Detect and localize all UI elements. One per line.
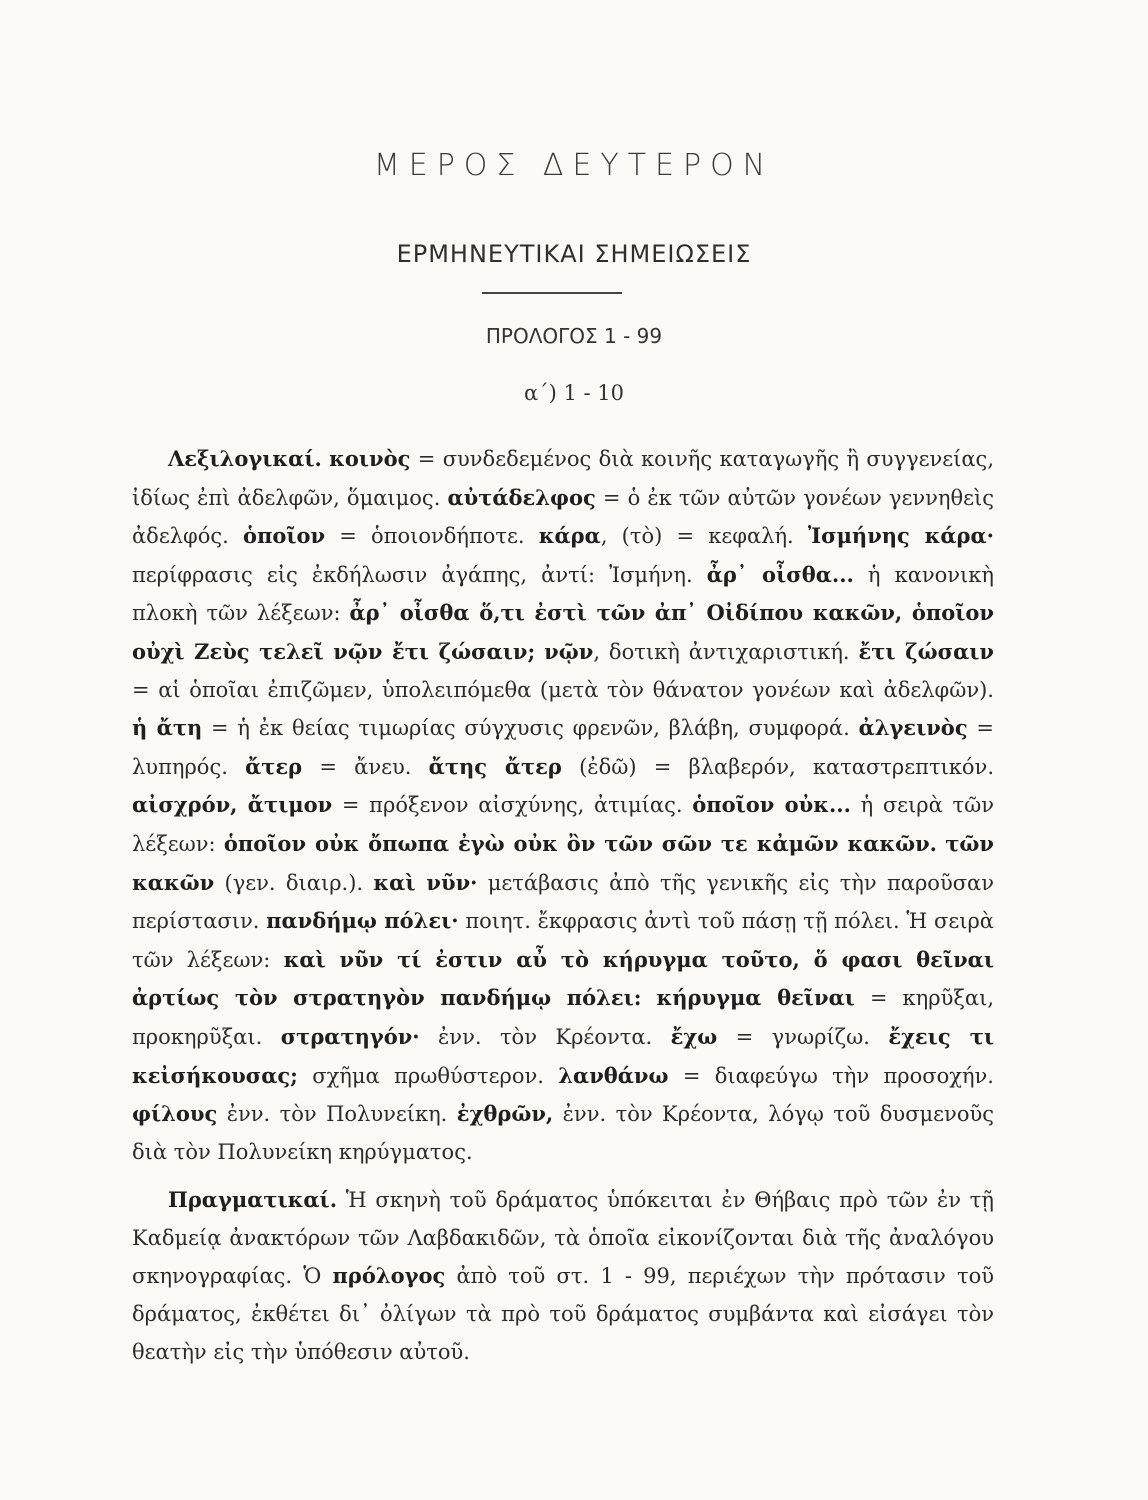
gloss: (ἐδῶ) = βλαβερόν, καταστρεπτικόν. bbox=[561, 754, 995, 779]
term: καὶ νῦν τί ἐστιν αὖ τὸ κήρυγμα τοῦτο, ὅ φασι θεῖναι ἀρτίως τὸν στρατηγὸν πανδήμῳ πόλει: bbox=[132, 946, 995, 1011]
gloss: = αἱ ὁποῖαι ἐπιζῶμεν, ὑπολειπόμεθα (μετὰ τὸν θάνατον γονέων καὶ ἀδελφῶν). bbox=[132, 677, 994, 702]
term: ἔτι ζώσαιν bbox=[858, 638, 994, 664]
subsection-title: α΄) 1 - 10 bbox=[523, 381, 625, 405]
term: ἐχθρῶν, bbox=[456, 1101, 554, 1127]
term: ἆρ᾽ οἶσθα ὅ,τι ἐστὶ τῶν ἀπ᾽ Οἰδίπου κακῶν, ὁποῖον οὐχὶ Ζεὺς τελεῖ νῷν ἔτι ζώσαιν; bbox=[132, 600, 994, 664]
term: ἀλγεινὸς bbox=[858, 715, 968, 741]
part-title: ΜΕΡΟΣ ΔΕΥΤΕΡΟΝ bbox=[373, 148, 775, 183]
term: ἄτερ bbox=[245, 753, 303, 779]
term: ἡ ἄτη bbox=[132, 715, 203, 741]
gloss: = συνδεδεμένος διὰ κοινῆς καταγωγῆς ἢ συγγενείας, ἰδίως ἐπὶ ἀδελφῶν, ὅμαιμος. bbox=[132, 447, 994, 510]
gloss: = ἄνευ. bbox=[302, 754, 429, 779]
term: ἔχω bbox=[670, 1023, 718, 1049]
term: ὁποῖον οὐκ... bbox=[692, 792, 851, 818]
term: λανθάνω bbox=[558, 1062, 669, 1088]
gloss: περίφρασις εἰς ἐκδήλωσιν ἀγάπης, ἀντί: Ἰσμήνη. bbox=[132, 562, 707, 587]
term: πανδήμῳ πόλει· bbox=[266, 908, 459, 934]
gloss: = ὁποιονδήποτε. bbox=[325, 524, 539, 549]
term: ὁποῖον οὐκ ὄπωπα ἐγὼ οὐκ ὂν τῶν σῶν τε κἀμῶν κακῶν. bbox=[223, 830, 937, 856]
gloss: ἡ κανονικὴ πλοκὴ τῶν λέξεων: bbox=[132, 562, 994, 626]
term: Ἰσμήνης κάρα· bbox=[807, 523, 994, 549]
term: ἆρ᾽ οἶσθα... bbox=[706, 561, 854, 587]
body-text bbox=[132, 440, 994, 1371]
gloss: (γεν. διαιρ.). bbox=[214, 870, 374, 895]
term: φίλους bbox=[132, 1101, 218, 1127]
gloss: Ἡ σκηνὴ τοῦ δράματος ὑπόκειται ἐν Θήβαις πρὸ τῶν ἐν τῇ Καδμείᾳ ἀνακτόρων τῶν Λαβδακιδῶν, τὰ ὁποῖα εἰκονίζονται διὰ τῆς ἀναλόγου σκηνογραφίας. Ὁ bbox=[132, 1188, 994, 1289]
gloss: σχῆμα πρωθύστερον. bbox=[297, 1063, 559, 1088]
gloss: , (τὸ) = κεφαλή. bbox=[600, 524, 808, 549]
term: ἄτης ἄτερ bbox=[428, 753, 562, 779]
section-title: ΕΡΜΗΝΕΥΤΙΚΑΙ ΣΗΜΕΙΩΣΕΙΣ bbox=[396, 240, 752, 268]
term: τῶν κακῶν bbox=[132, 830, 994, 895]
prologue-title: ΠΡΟΛΟΓΟΣ 1 - 99 bbox=[485, 324, 663, 348]
term: στρατηγόν· bbox=[280, 1023, 420, 1049]
gloss: ἀπὸ τοῦ στ. 1 - 99, περιέχων τὴν πρότασιν τοῦ δράματος, ἐκθέτει δι᾽ ὀλίγων τὰ πρὸ τοῦ δράματος συμβάντα καὶ εἰσάγει τὸν θεατὴν εἰς τὴν ὑπόθεσιν αὐτοῦ. bbox=[132, 1264, 995, 1364]
term: καὶ νῦν· bbox=[373, 869, 478, 895]
divider-rule bbox=[482, 292, 622, 294]
gloss: = ὁ ἐκ τῶν αὐτῶν γονέων γεννηθεὶς ἀδελφός. bbox=[132, 485, 994, 549]
gloss: ποιητ. ἔκφρασις ἀντὶ τοῦ πάσῃ τῇ πόλει. Ἡ σειρὰ τῶν λέξεων: bbox=[132, 909, 994, 972]
gloss: ἐνν. τὸν Κρέοντα, λόγῳ τοῦ δυσμενοῦς διὰ τὸν Πολυνείκη κηρύγματος. bbox=[132, 1102, 994, 1164]
term: νῷν bbox=[544, 638, 594, 664]
gloss: = ἡ ἐκ θείας τιμωρίας σύγχυσις φρενῶν, βλάβη, συμφορά. bbox=[202, 716, 859, 741]
gloss: ἡ σειρὰ τῶν λέξεων: bbox=[132, 793, 995, 856]
factual-label: Πραγματικαί. bbox=[168, 1187, 338, 1213]
gloss: = κηρῦξαι, προκηρῦξαι. bbox=[132, 986, 994, 1049]
lexical-label: Λεξιλογικαί. bbox=[168, 446, 322, 471]
gloss: = διαφεύγω τὴν προσοχήν. bbox=[668, 1063, 994, 1088]
term: ἔχεις τι κεἰσήκουσας; bbox=[132, 1023, 994, 1088]
gloss: ἐνν. τὸν Κρέοντα. bbox=[419, 1024, 671, 1049]
gloss: = λυπηρός. bbox=[132, 716, 994, 779]
term: πρόλογος bbox=[332, 1263, 446, 1289]
term: ὁποῖον bbox=[242, 523, 326, 549]
gloss: = πρόξενον αἰσχύνης, ἀτιμίας. bbox=[332, 793, 693, 818]
term: κήρυγμα θεῖναι bbox=[656, 985, 855, 1011]
gloss: = γνωρίζω. bbox=[717, 1024, 889, 1049]
gloss: , δοτικὴ ἀντιχαριστική. bbox=[593, 639, 859, 664]
term: αἰσχρόν, ἄτιμον bbox=[132, 792, 333, 818]
lexical-paragraph bbox=[132, 440, 994, 1171]
term: κάρα bbox=[538, 523, 601, 549]
gloss: μετάβασις ἀπὸ τῆς γενικῆς εἰς τὴν παροῦσαν περίστασιν. bbox=[132, 870, 994, 934]
gloss: ἐνν. τὸν Πολυνείκη. bbox=[217, 1102, 457, 1127]
term: κοινὸς bbox=[329, 446, 411, 471]
factual-paragraph bbox=[132, 1181, 994, 1371]
term: αὐτάδελφος bbox=[447, 484, 596, 510]
